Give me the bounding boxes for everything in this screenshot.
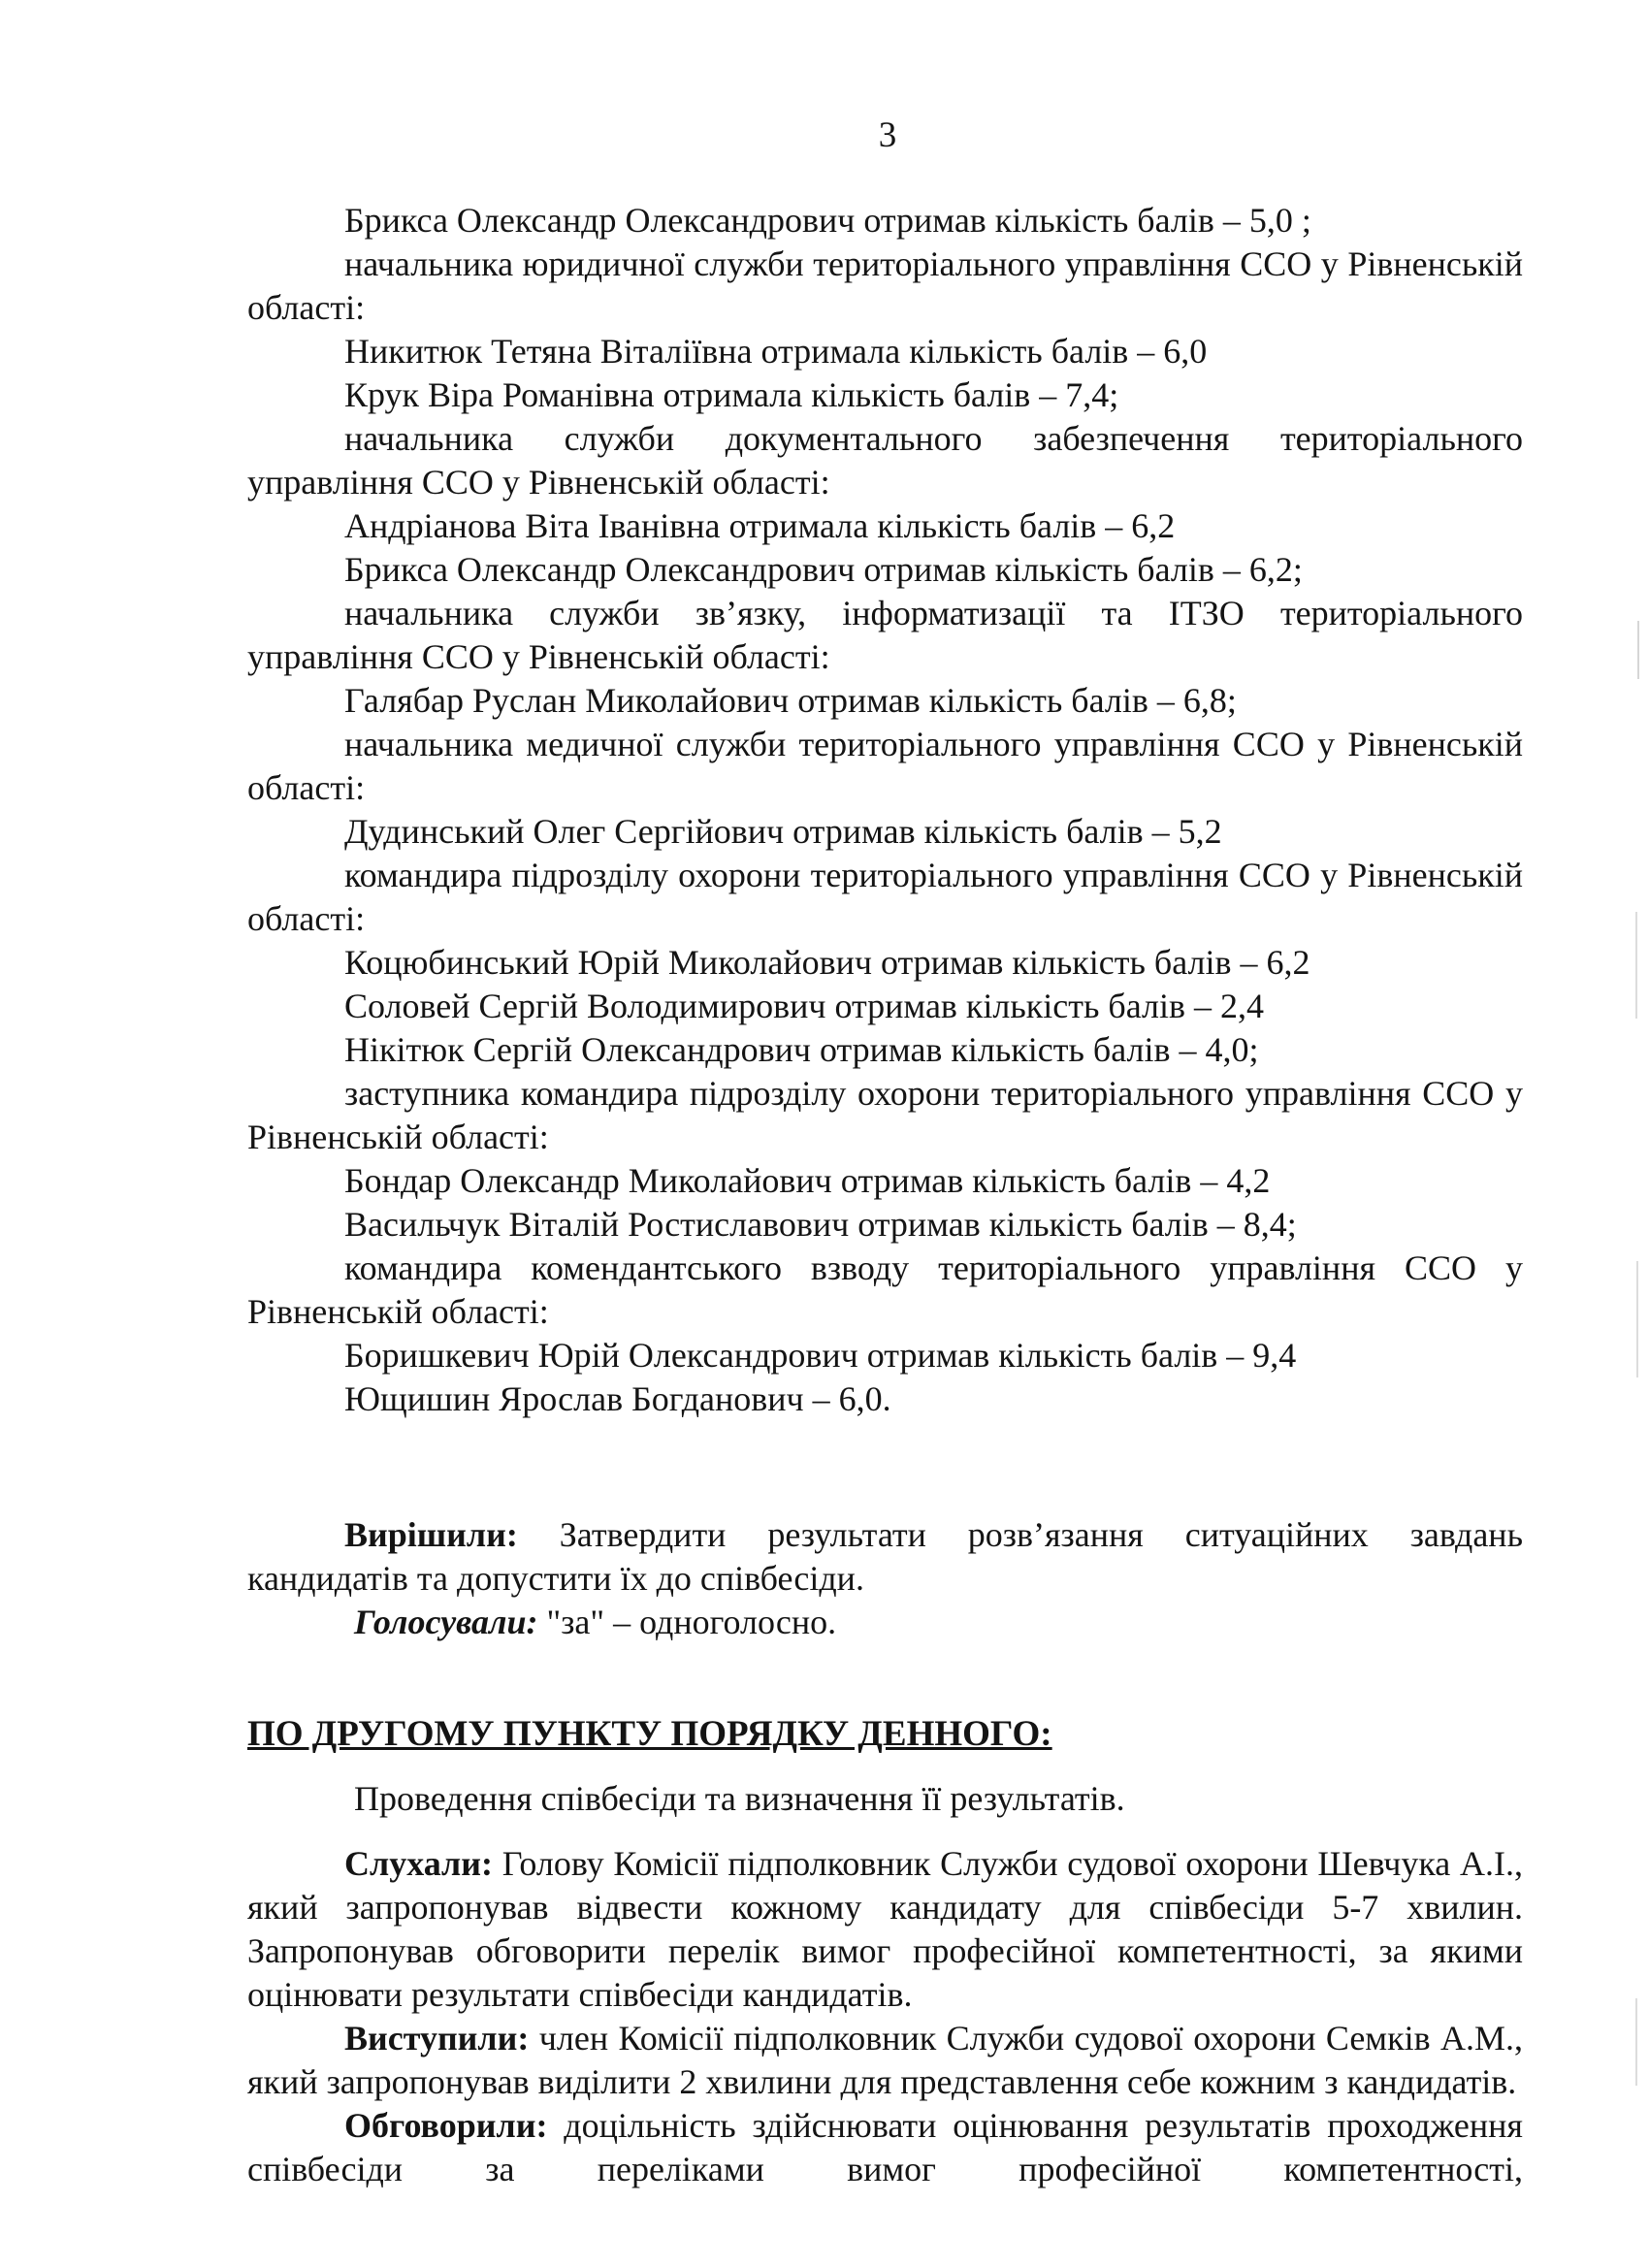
decision-text: Затвердити результати розв’язання ситуаційних завдань кандидатів та допустити їх до співбесіди. (247, 1515, 1523, 1598)
candidate-line: Нікітюк Сергій Олександрович отримав кількість балів – 4,0; (344, 1030, 1259, 1069)
page-number: 3 (878, 115, 897, 155)
vote-paragraph (247, 1601, 1523, 1644)
candidate-line: Галябар Руслан Миколайович отримав кількість балів – 6,8; (344, 681, 1237, 720)
vote-text: "за" – одноголосно. (537, 1603, 837, 1641)
candidate-line: Брикса Олександр Олександрович отримав кількість балів – 5,0 ; (344, 201, 1311, 240)
discussed-text: доцільність здійснювати оцінювання результатів проходження співбесіди за переліками вимог професійної компетентності, (247, 2106, 1523, 2188)
position-paragraph: начальника медичної служби територіального управління ССО у Рівненській області: (247, 725, 1523, 807)
scan-artifact (1635, 912, 1637, 1019)
vote-label: Голосували: (354, 1603, 538, 1641)
spoke-paragraph (247, 2017, 1523, 2104)
candidate-line: Брикса Олександр Олександрович отримав кількість балів – 6,2; (344, 550, 1303, 589)
candidate-line: Боришкевич Юрій Олександрович отримав кількість балів – 9,4 (344, 1336, 1297, 1375)
scan-artifact (1635, 1998, 1637, 2086)
candidate-line: Коцюбинський Юрій Миколайович отримав кількість балів – 6,2 (344, 943, 1310, 982)
position-paragraph: начальника служби документального забезпечення територіального управління ССО у Рівненській області: (247, 419, 1523, 502)
heard-paragraph (247, 1842, 1523, 2017)
candidate-line: Дудинський Олег Сергійович отримав кількість балів – 5,2 (344, 812, 1222, 851)
candidate-line: Соловей Сергій Володимирович отримав кількість балів – 2,4 (344, 987, 1265, 1025)
scan-artifact (1636, 1261, 1638, 1377)
spoke-text: член Комісії підполковник Служби судової охорони Семків А.М., який запропонував виділити 2 хвилини для представлення себе кожним з кандидатів. (247, 2019, 1523, 2101)
heard-text: Голову Комісії підполковник Служби судової охорони Шевчука А.І., який запропонував відвести кожному кандидату для співбесіди 5-7 хвилин. Запропонував обговорити перелік вимог професійної компетентності, за якими оцінювати результати співбесіди кандидатів. (247, 1844, 1523, 2014)
candidate-line: Васильчук Віталій Ростиславович отримав кількість балів – 8,4; (344, 1205, 1297, 1244)
discussed-label: Обговорили: (344, 2106, 548, 2145)
position-paragraph: командира підрозділу охорони територіального управління ССО у Рівненській області: (247, 856, 1523, 938)
agenda-topic: Проведення співбесіди та визначення її результатів. (354, 1779, 1125, 1818)
document-body (247, 199, 1523, 2191)
decision-label: Вирішили: (344, 1515, 518, 1554)
position-paragraph: начальника служби зв’язку, інформатизації та ІТЗО територіального управління ССО у Рівненській області: (247, 594, 1523, 676)
scan-artifact (1637, 621, 1639, 679)
candidate-line: Ющишин Ярослав Богданович – 6,0. (344, 1379, 891, 1418)
candidate-line: Бондар Олександр Миколайович отримав кількість балів – 4,2 (344, 1161, 1271, 1200)
decision-paragraph (247, 1513, 1523, 1601)
position-paragraph: начальника юридичної служби територіального управління ССО у Рівненській області: (247, 244, 1523, 327)
position-paragraph: заступника командира підрозділу охорони територіального управління ССО у Рівненській області: (247, 1074, 1523, 1156)
position-paragraph: командира комендантського взводу територіального управління ССО у Рівненській області: (247, 1248, 1523, 1331)
candidate-line: Никитюк Тетяна Віталіївна отримала кількість балів – 6,0 (344, 332, 1208, 371)
discussed-paragraph (247, 2104, 1523, 2191)
spoke-label: Виступили: (344, 2019, 530, 2057)
section-heading: ПО ДРУГОМУ ПУНКТУ ПОРЯДКУ ДЕННОГО: (247, 1714, 1052, 1754)
candidate-line: Крук Віра Романівна отримала кількість балів – 7,4; (344, 375, 1119, 414)
candidate-line: Андріанова Віта Іванівна отримала кількість балів – 6,2 (344, 506, 1176, 545)
heard-label: Слухали: (344, 1844, 493, 1883)
